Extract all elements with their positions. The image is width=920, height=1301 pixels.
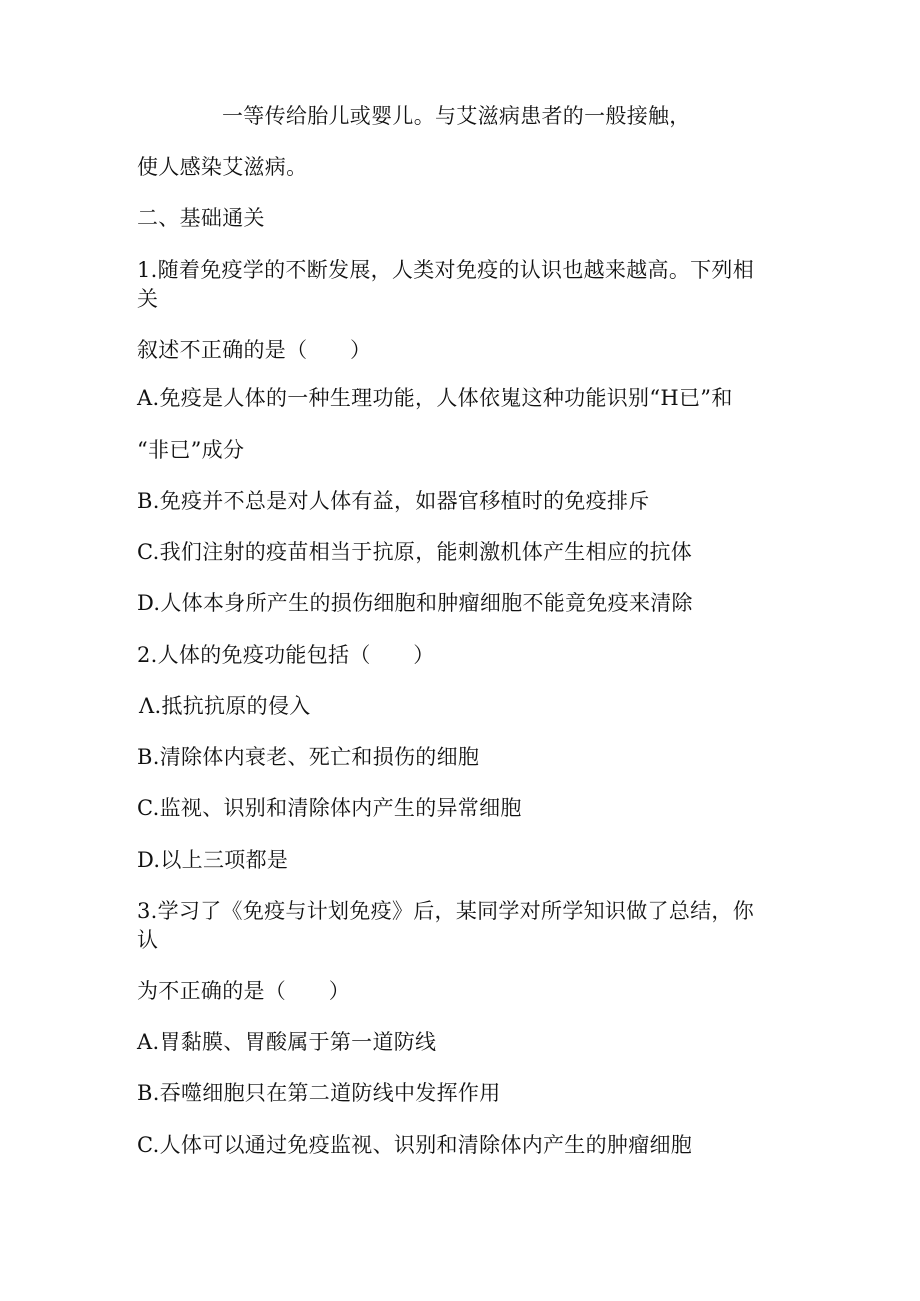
question-1-option-a-cont: “非已”成分: [137, 438, 245, 462]
question-1-option-b: B.免疫并不总是对人体有益，如器官移植时的免疫排斥: [137, 489, 650, 513]
question-3-stem-wrap: 认: [137, 928, 159, 952]
question-2-option-d: D.以上三项都是: [137, 848, 289, 872]
text-line: 使人感染艾滋病。: [137, 155, 308, 179]
question-2-option-b: B.清除体内衰老、死亡和损伤的细胞: [137, 745, 480, 769]
question-2-stem: 2.人体的免疫功能包括（ ）: [137, 643, 435, 667]
section-heading: 二、基础通关: [137, 206, 265, 230]
text-line: 一等传给胎儿或婴儿。与艾滋病患者的一般接触，: [222, 104, 691, 128]
question-1-option-c: C.我们注射的疫苗相当于抗原，能刺激机体产生相应的抗体: [137, 540, 693, 564]
question-2-option-c: C.监视、识别和清除体内产生的异常细胞: [137, 796, 522, 820]
question-1-stem: 1.随着免疫学的不断发展，人类对免疫的认识也越来越高。下列相: [137, 258, 755, 282]
question-3-option-b: B.吞噬细胞只在第二道防线中发挥作用: [137, 1081, 501, 1105]
question-3-stem: 3.学习了《免疫与计划免疫》后，某同学对所学知识做了总结，你: [137, 899, 755, 923]
question-3-stem-cont: 为不正确的是（ ）: [137, 979, 350, 1003]
question-1-stem-wrap: 关: [137, 287, 159, 311]
question-1-option-a: A.免疫是人体的一种生理功能，人体依嵬这种功能识别“H已”和: [137, 386, 733, 410]
question-3-option-a: A.胃黏膜、胃酸属于第一道防线: [137, 1030, 437, 1054]
question-2-option-a: Λ.抵抗抗原的侵入: [139, 694, 311, 718]
question-3-option-c: C.人体可以通过免疫监视、识别和清除体内产生的肿瘤细胞: [137, 1133, 693, 1157]
question-1-option-d: D.人体本身所产生的损伤细胞和肿瘤细胞不能竟免疫来清除: [137, 591, 693, 615]
question-1-stem-cont: 叙述不正确的是（ ）: [137, 338, 372, 362]
